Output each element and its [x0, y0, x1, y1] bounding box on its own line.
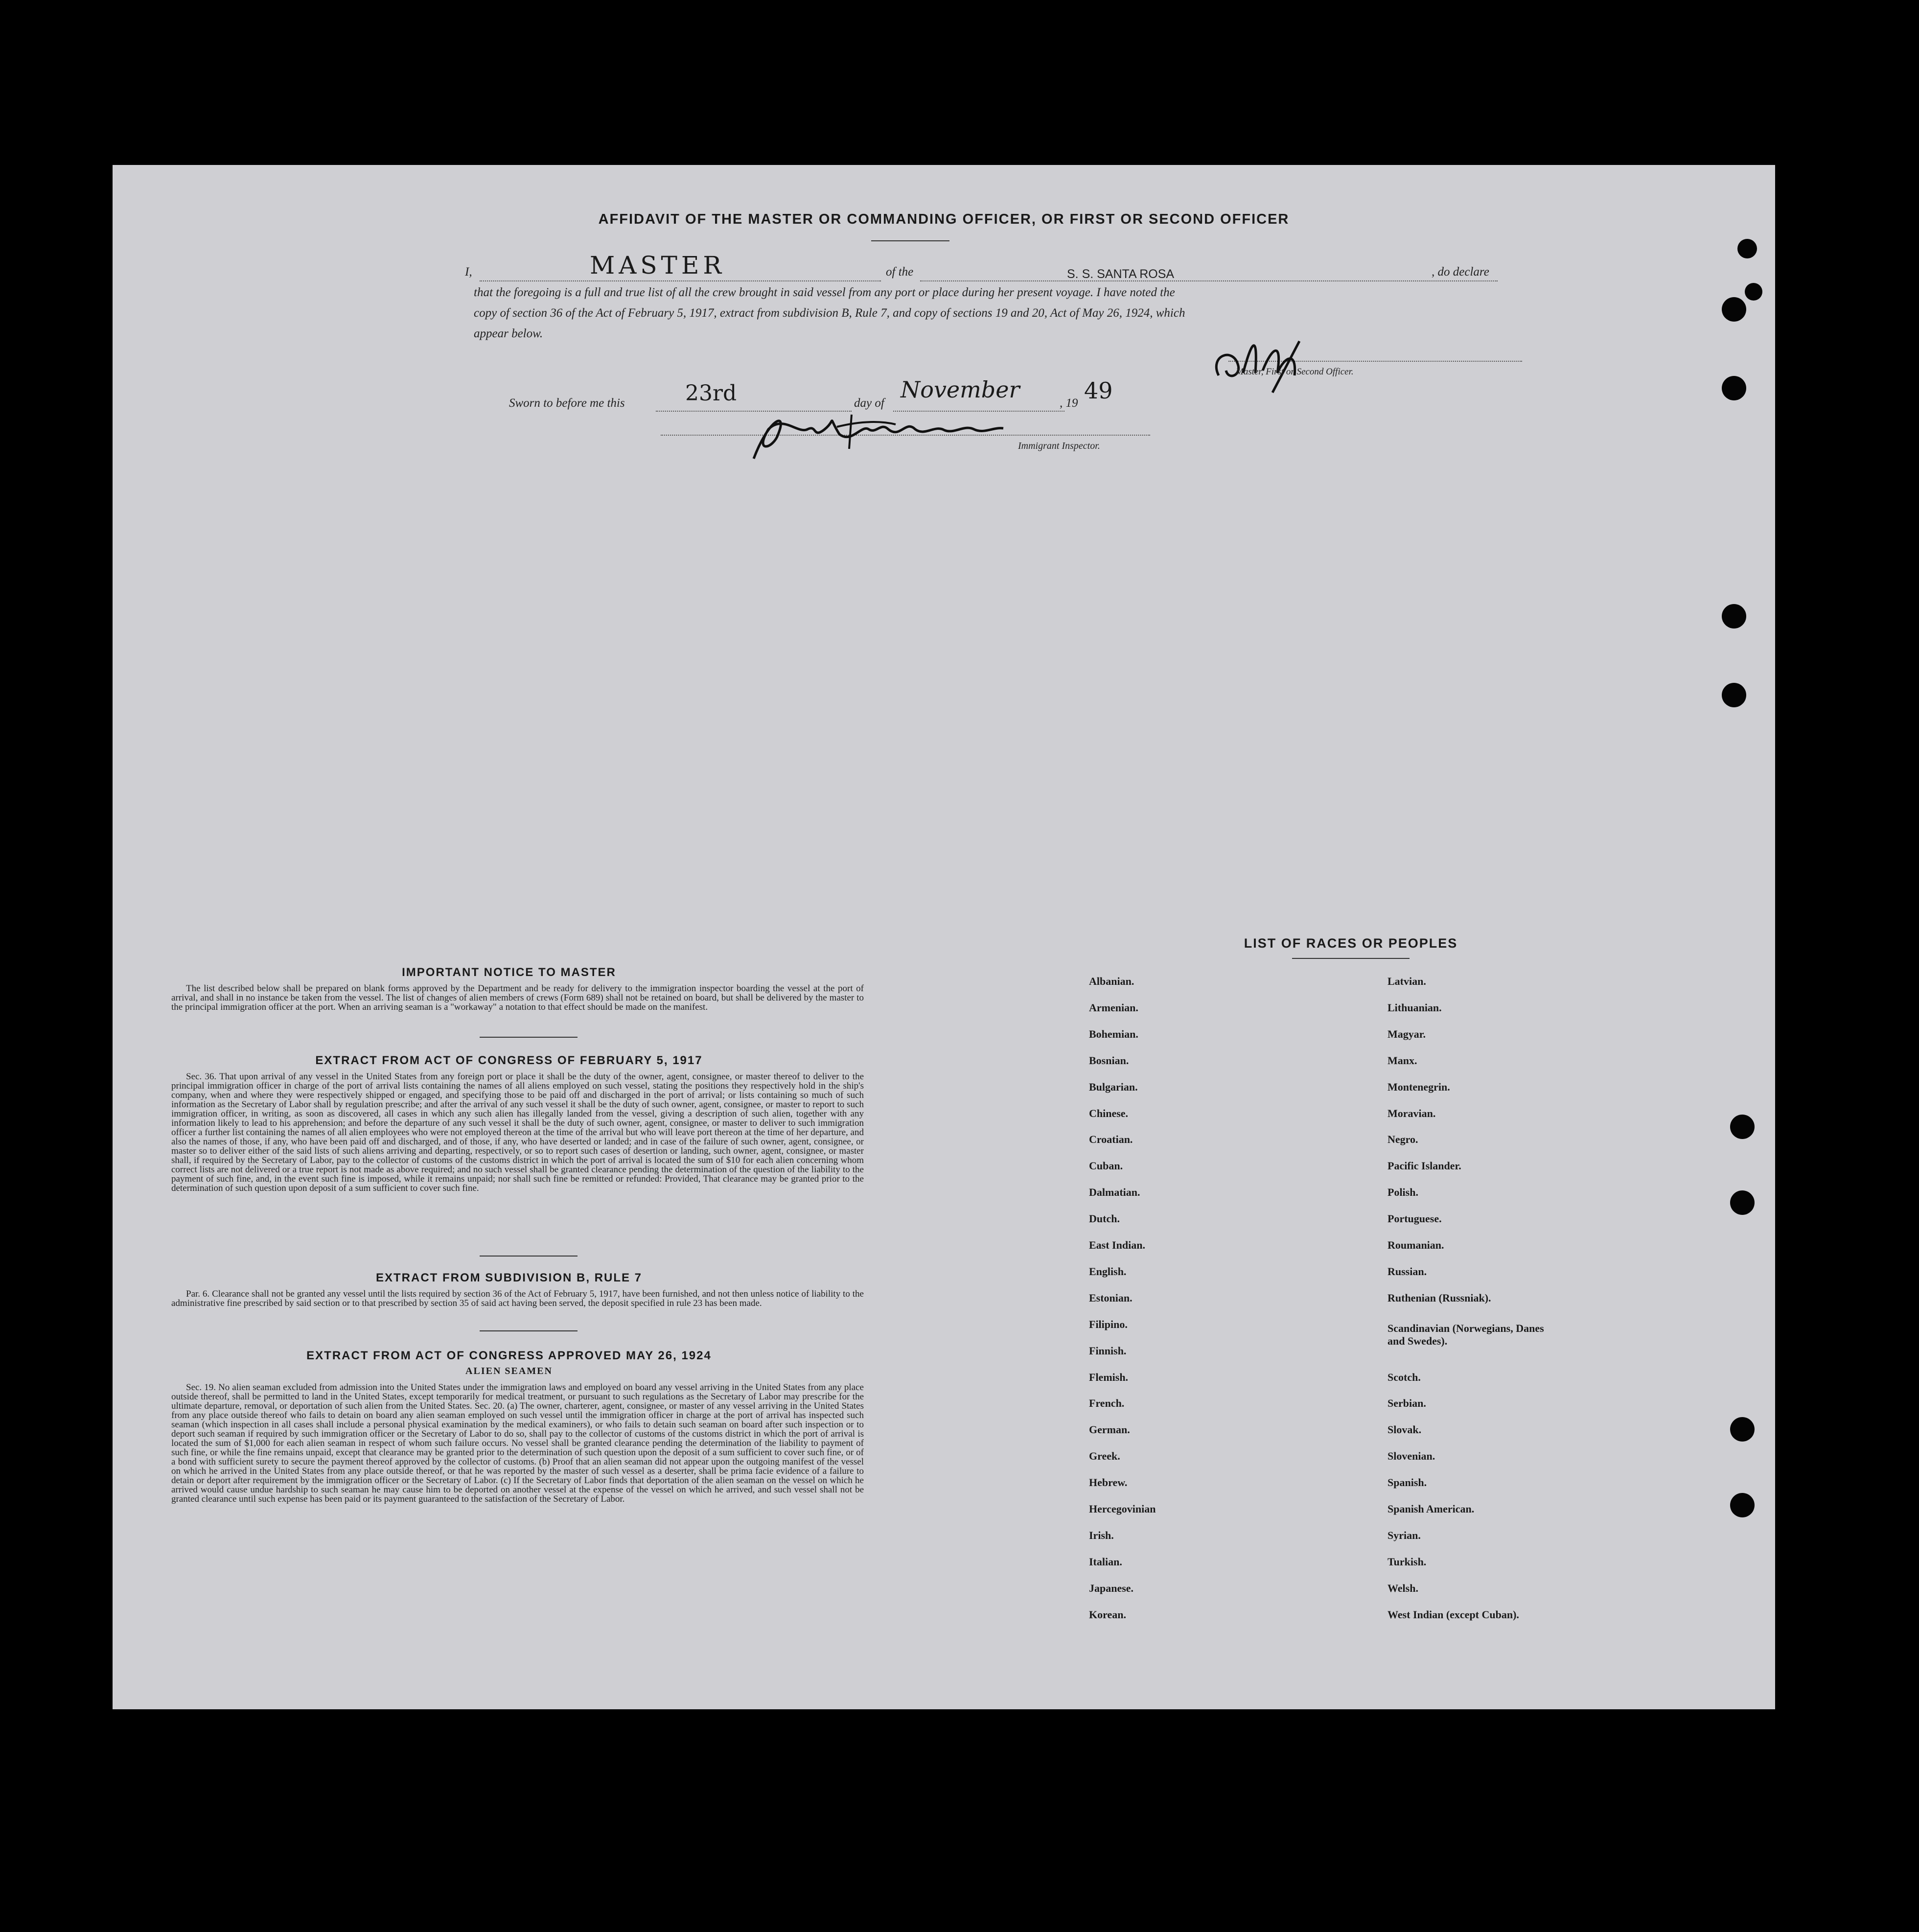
- race-item: Dutch.: [1089, 1212, 1120, 1225]
- race-item: Serbian.: [1387, 1397, 1426, 1410]
- binder-hole: [1730, 1115, 1755, 1139]
- inspector-caption: Immigrant Inspector.: [1018, 441, 1100, 451]
- binder-hole: [1730, 1417, 1755, 1442]
- race-item: Japanese.: [1089, 1582, 1134, 1594]
- race-item: Roumanian.: [1387, 1239, 1444, 1251]
- race-item: Finnish.: [1089, 1344, 1127, 1357]
- binder-hole: [1730, 1493, 1755, 1517]
- act1924-text: Sec. 19. No alien seaman excluded from admission into the United States under the immigration laws and employed on board any vessel arriving in the United States from any place outside thereof, shall be permitted to land in the United States, except temporarily for medical treatment, or pursuant to such regulations as the Secretary of Labor may prescribe for the ultimate departure, removal, or deportation of such alien from the United States. Sec. 20. (a) The owner, charterer, agent, consignee, or master of any vessel arriving in the United States from any place outside thereof who fails to detain on board any alien seaman employed on such vessel until the immigration officer in charge at the port of arrival has inspected such seaman (which inspection in all cases shall include a personal physical examination by the medical examiners), or who fails to detain such seaman on board after such inspection or to deport such seaman if required by such immigration officer or the Secretary of Labor to do so, shall pay to the collector of customs of the customs district in which the port of arrival is located the sum of $1,000 for each alien seaman in respect of whom such failure occurs. No vessel shall be granted clearance pending the determination of the liability to payment of such fine, or while the fine remains unpaid, except that clearance may be granted prior to the determination of such question upon the deposit of a sum sufficient to cover such fine, or of a bond with sufficient surety to secure the payment thereof approved by the collector of customs. (b) Proof that an alien seaman did not appear upon the outgoing manifest of the vessel on which he arrived in the United States from any place outside thereof, or that he was reported by the master of such vessel as a deserter, shall be prima facie evidence of a failure to detain or deport after requirement by the immigration officer or the Secretary of Labor. (c) If the Secretary of Labor finds that deportation of the alien seaman on the vessel on which he arrived would cause undue hardship to such seaman he may cause him to be deported on another vessel at the expense of the vessel on which he arrived, and such vessel shall not be granted clearance until such expense has been paid or its payment guaranteed to the satisfaction of the Secretary of Labor.: [171, 1382, 864, 1504]
- race-item: Flemish.: [1089, 1371, 1129, 1383]
- notice-title: IMPORTANT NOTICE TO MASTER: [402, 966, 616, 979]
- race-item: Ruthenian (Russniak).: [1387, 1291, 1491, 1304]
- race-item: Bulgarian.: [1089, 1080, 1138, 1093]
- of-the-label: of the: [886, 265, 914, 279]
- race-item: Bosnian.: [1089, 1054, 1129, 1067]
- title-divider: [871, 240, 949, 241]
- sworn-year: 49: [1084, 377, 1113, 404]
- races-divider: [1292, 958, 1410, 959]
- rule7-divider: [480, 1330, 578, 1331]
- race-item: Portuguese.: [1387, 1212, 1442, 1225]
- race-item: Slovak.: [1387, 1423, 1422, 1436]
- declare-label: , do declare: [1432, 265, 1489, 279]
- race-item: Greek.: [1089, 1450, 1120, 1463]
- race-item: Moravian.: [1387, 1107, 1436, 1119]
- races-title: LIST OF RACES OR PEOPLES: [1244, 936, 1458, 951]
- sworn-label: Sworn to before me this: [509, 396, 625, 410]
- act1917-title: EXTRACT FROM ACT OF CONGRESS OF FEBRUARY 5, 1917: [315, 1054, 703, 1067]
- vessel-line: [920, 280, 1498, 281]
- race-item: Cuban.: [1089, 1160, 1123, 1172]
- inspector-signature: [739, 400, 1052, 468]
- binder-hole: [1722, 683, 1746, 707]
- affidavit-body-line2: copy of section 36 of the Act of February 5, 1917, extract from subdivision B, Rule 7, and copy of sections 19 and 20, Act of May 26, 1924, which: [474, 306, 1185, 320]
- race-item: Estonian.: [1089, 1291, 1133, 1304]
- race-item: Syrian.: [1387, 1529, 1421, 1541]
- officer-handwritten: MASTER: [590, 251, 726, 279]
- race-item: Armenian.: [1089, 1001, 1138, 1014]
- binder-hole: [1737, 239, 1757, 258]
- race-item: Spanish American.: [1387, 1503, 1475, 1515]
- race-item: Slovenian.: [1387, 1450, 1435, 1463]
- race-item: Spanish.: [1387, 1476, 1427, 1489]
- affidavit-body: [474, 282, 1521, 344]
- act1917-text: Sec. 36. That upon arrival of any vessel in the United States from any foreign port or place it shall be the duty of the owner, agent, consignee, or master thereof to deliver to the principal immigration officer in charge of the port of arrival lists containing the names of all aliens employed on such vessel, stating the positions they respectively hold in the ship's company, when and where they were respectively shipped or engaged, and specifying those to be paid off and discharged in the port of arrival; or lists containing so much of such information as the Secretary of Labor shall by regulation prescribe; and after the arrival of any such vessel it shall be the duty of such owner, agent, consignee, or master to report to such immigration officer, in writing, as soon as discovered, all cases in which any such alien has illegally landed from the vessel, giving a description of such alien, together with any information likely to lead to his apprehension; and before the departure of any such vessel it shall be the duty of such owner, agent, consignee, or master to deliver to such immigration officer a further list containing the names of all alien employees who were not employed thereon at the time of the arrival but who will leave port thereon at the time of her departure, and also the names of those, if any, who have been paid off and discharged, and of those, if any, who have deserted or landed; and in case of the failure of such owner, agent, consignee, or master so to deliver either of the said lists of such aliens arriving and departing, respectively, or so to report such cases of desertion or landing, such owner, agent, consignee, or master shall, if required by the Secretary of Labor, pay to the collector of customs of the customs district in which the port of arrival is located the sum of $10 for each alien concerning whom correct lists are not delivered or a true report is not made as above required; and no such vessel shall be granted clearance pending the determination of the question of the liability to the payment of such fine, and, in the event such fine is imposed, while it remains unpaid; nor shall such fine be remitted or refunded: Provided, That clearance may be granted prior to the determination of such question upon deposit of a sum sufficient to cover such fine.: [171, 1071, 864, 1193]
- race-item: Chinese.: [1089, 1107, 1129, 1119]
- race-item: East Indian.: [1089, 1239, 1145, 1251]
- race-item: Italian.: [1089, 1555, 1122, 1568]
- master-signature: [1199, 326, 1336, 395]
- act1917-divider: [480, 1256, 578, 1257]
- binder-hole: [1722, 604, 1746, 628]
- race-item: Welsh.: [1387, 1582, 1418, 1594]
- affidavit-line1: [460, 251, 1517, 283]
- race-item: Irish.: [1089, 1529, 1114, 1541]
- race-item: Negro.: [1387, 1133, 1418, 1146]
- day-of-label: day of: [854, 396, 884, 410]
- race-item: Latvian.: [1387, 975, 1426, 987]
- race-item: Polish.: [1387, 1186, 1418, 1199]
- affidavit-body-line3: appear below.: [474, 327, 543, 340]
- master-caption: Master, First or Second Officer.: [1236, 367, 1354, 377]
- race-item: Montenegrin.: [1387, 1080, 1450, 1093]
- binder-hole: [1730, 1190, 1755, 1215]
- act1924-title: EXTRACT FROM ACT OF CONGRESS APPROVED MAY 26, 1924: [306, 1349, 712, 1362]
- race-item: Scotch.: [1387, 1371, 1421, 1383]
- race-item: Lithuanian.: [1387, 1001, 1442, 1014]
- race-item: Hercegovinian: [1089, 1503, 1156, 1515]
- binder-hole: [1745, 283, 1762, 301]
- race-item: Pacific Islander.: [1387, 1160, 1461, 1172]
- race-item: French.: [1089, 1397, 1125, 1410]
- i-label: I,: [465, 265, 472, 279]
- race-item: Magyar.: [1387, 1027, 1426, 1040]
- rule7-text: Par. 6. Clearance shall not be granted any vessel until the lists required by section 36 of the Act of February 5, 1917, have been furnished, and not then unless notice of liability to the administrative fine prescribed by said section or to that prescribed by section 35 of said act having been served, the deposit specified in rule 23 has been made.: [171, 1289, 864, 1308]
- race-item: Filipino.: [1089, 1318, 1128, 1330]
- binder-hole: [1722, 376, 1746, 400]
- rule7-title: EXTRACT FROM SUBDIVISION B, RULE 7: [375, 1271, 643, 1284]
- race-item: Turkish.: [1387, 1555, 1427, 1568]
- race-item: Bohemian.: [1089, 1027, 1138, 1040]
- sworn-month: November: [901, 376, 1020, 403]
- notice-text: The list described below shall be prepared on blank forms approved by the Department and be ready for delivery to the immigration inspector boarding the vessel at the port of arrival, and shall in no instance be taken from the vessel. The list of changes of alien members of crews (Form 689) shall not be retained on board, but shall be delivered by the master to the principal immigration officer at the port. When an arriving seaman is a "workaway" a notation to that effect should be made on the manifest.: [171, 983, 864, 1012]
- race-item: Dalmatian.: [1089, 1186, 1140, 1199]
- race-item: Russian.: [1387, 1265, 1427, 1278]
- race-item: West Indian (except Cuban).: [1387, 1608, 1519, 1621]
- race-item: Croatian.: [1089, 1133, 1133, 1146]
- race-item: English.: [1089, 1265, 1127, 1278]
- act1924-subtitle: ALIEN SEAMEN: [465, 1366, 553, 1376]
- race-item: Hebrew.: [1089, 1476, 1128, 1489]
- race-item: Manx.: [1387, 1054, 1417, 1067]
- affidavit-title: AFFIDAVIT OF THE MASTER OR COMMANDING OFFICER, OR FIRST OR SECOND OFFICER: [598, 211, 1290, 227]
- binder-hole: [1722, 297, 1746, 322]
- race-item: Korean.: [1089, 1608, 1126, 1621]
- notice-divider: [480, 1037, 578, 1038]
- sworn-day: 23rd: [685, 381, 737, 406]
- race-item: Albanian.: [1089, 975, 1134, 987]
- race-item: German.: [1089, 1423, 1130, 1436]
- document-page: [113, 165, 1775, 1709]
- officer-line: [480, 280, 881, 281]
- affidavit-body-line1: that the foregoing is a full and true list of all the crew brought in said vessel from any port or place during her present voyage. I have noted the: [474, 286, 1175, 299]
- vessel-name: S. S. SANTA ROSA: [1067, 267, 1175, 281]
- race-item: Scandinavian (Norwegians, Danes and Swedes).: [1387, 1322, 1544, 1347]
- year-prefix: , 19: [1060, 396, 1078, 410]
